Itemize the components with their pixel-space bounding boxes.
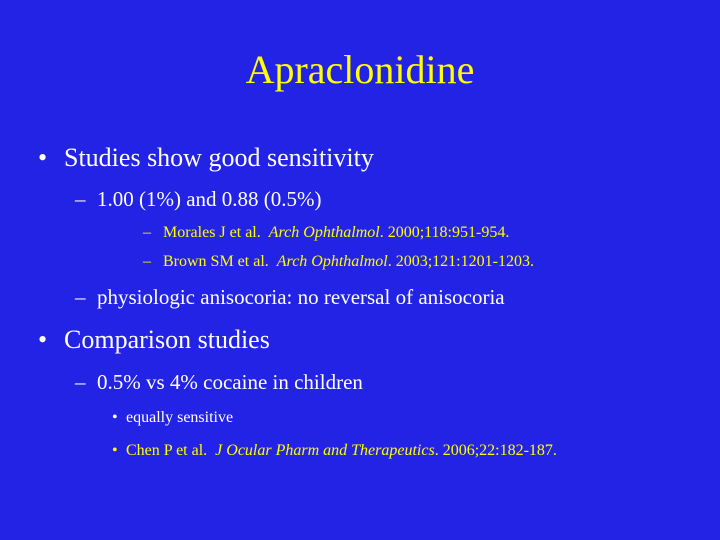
bullet-studies (38, 143, 374, 173)
reference-details: . 2006;22:182-187. (434, 442, 557, 459)
reference-journal: Arch Ophthalmol (268, 224, 380, 241)
dash-marker: – (75, 285, 86, 309)
bullet-marker: • (38, 143, 48, 172)
reference-authors: Brown SM et al. (163, 253, 269, 270)
dash-marker: – (75, 370, 86, 394)
slide-title: Apraclonidine (245, 47, 475, 92)
item-text: equally sensitive (126, 409, 234, 426)
bullet-comparison-studies (38, 325, 270, 355)
reference-morales (143, 223, 509, 243)
reference-details: . 2000;118:951-954. (379, 224, 510, 241)
sub-bullet-text: 1.00 (1%) and 0.88 (0.5%) (97, 187, 322, 211)
sub-bullet-text: 0.5% vs 4% cocaine in children (97, 370, 363, 394)
dash-marker: – (143, 224, 151, 241)
reference-journal: J Ocular Pharm and Therapeutics (215, 442, 435, 459)
sub-bullet-sensitivity-values (75, 186, 322, 212)
dash-marker: – (75, 187, 86, 211)
item-equally-sensitive (112, 408, 233, 428)
bullet-text: Comparison studies (64, 325, 270, 354)
reference-chen (112, 441, 557, 461)
sub-bullet-physiologic-anisocoria (75, 284, 505, 310)
sub-bullet-cocaine-comparison (75, 369, 363, 395)
reference-details: . 2003;121:1201-1203. (387, 253, 534, 270)
dash-marker: – (143, 253, 151, 270)
reference-brown (143, 252, 534, 272)
bullet-marker: • (38, 325, 48, 354)
reference-authors: Morales J et al. (163, 224, 261, 241)
reference-authors: Chen P et al. (126, 442, 208, 459)
reference-journal: Arch Ophthalmol (276, 253, 388, 270)
sub-bullet-text: physiologic anisocoria: no reversal of anisocoria (97, 285, 505, 309)
bullet-marker: • (112, 442, 118, 459)
bullet-text: Studies show good sensitivity (64, 143, 374, 172)
bullet-marker: • (112, 409, 118, 426)
